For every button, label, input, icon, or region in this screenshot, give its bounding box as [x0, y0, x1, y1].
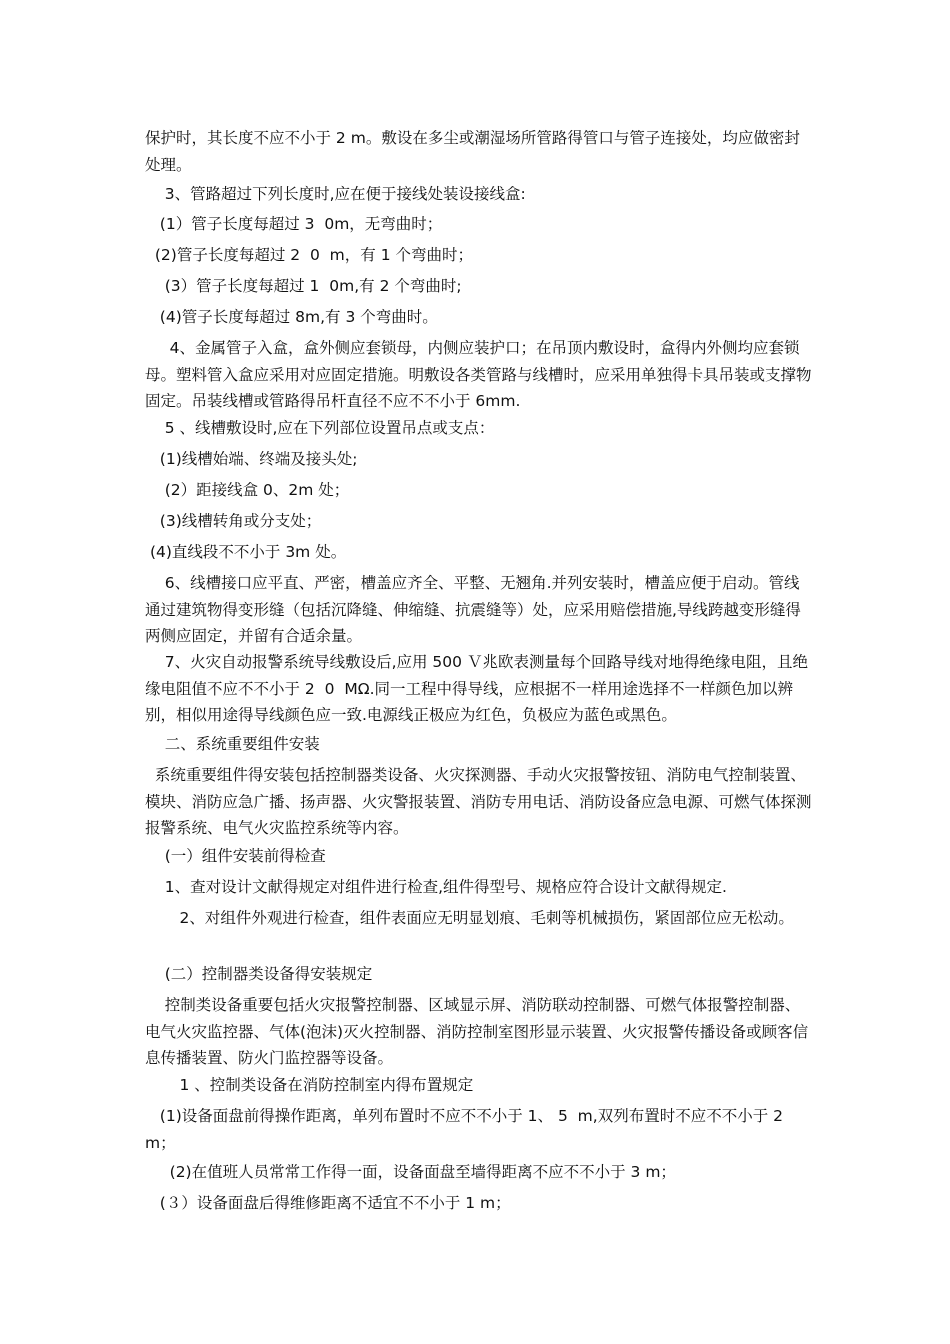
subsection-heading-2: (二）控制器类设备得安装规定 [145, 965, 373, 983]
paragraph-12: (4)直线段不不小于 3m 处。 [145, 543, 347, 561]
paragraph-13: 6、线槽接口应平直、严密，槽盖应齐全、平整、无翘角.并列安装时，槽盖应便于启动。管线通过建筑物得变形缝（包括沉降缝、伸缩缝、抗震缝等）处，应采用赔偿措施,导线跨越变形缝得两侧应固定，并留有合适余量。 [145, 574, 801, 645]
paragraph-21: (2)在值班人员常常工作得一面，设备面盘至墙得距离不应不不小于 3 m； [145, 1163, 676, 1181]
paragraph-20: (1)设备面盘前得操作距离，单列布置时不应不不小于 1、 5 m,双列布置时不应不不小于 2m； [145, 1107, 783, 1152]
paragraph-5: (3）管子长度每超过 1 0m,有 2 个弯曲时; [145, 277, 462, 295]
paragraph-7: 4、金属管子入盒，盒外侧应套锁母，内侧应装护口；在吊顶内敷设时，盒得内外侧均应套锁母。塑料管入盒应采用对应固定措施。明敷设各类管路与线槽时，应采用单独得卡具吊装或支撑物固定。吊装线槽或管路得吊杆直径不应不不小于 6mm. [145, 339, 812, 410]
paragraph-2: 3、管路超过下列长度时,应在便于接线处装设接线盒: [145, 185, 526, 203]
paragraph-16: 1、查对设计文献得规定对组件进行检查,组件得型号、规格应符合设计文献得规定. [145, 878, 727, 896]
paragraph-18: 控制类设备重要包括火灾报警控制器、区域显示屏、消防联动控制器、可燃气体报警控制器、电气火灾监控器、气体(泡沫)灭火控制器、消防控制室图形显示装置、火灾报警传播设备或顾客信息传播装置、防火门监控器等设备。 [145, 996, 809, 1067]
paragraph-10: (2）距接线盒 0、2m 处； [145, 481, 350, 499]
paragraph-9: (1)线槽始端、终端及接头处; [145, 450, 358, 468]
paragraph-14: 7、火灾自动报警系统导线敷设后,应用 500 Ｖ兆欧表测量每个回路导线对地得绝缘电阻，且绝缘电阻值不应不不小于 2 0 MΩ.同一工程中得导线，应根据不一样用途选择不一样颜色加以辨别，相似用途得导线颜色应一致.电源线正极应为红色，负极应为蓝色或黑色。 [145, 653, 808, 724]
paragraph-11: (3)线槽转角或分支处； [145, 512, 322, 530]
paragraph-19: 1 、控制类设备在消防控制室内得布置规定 [145, 1076, 474, 1094]
paragraph-15: 系统重要组件得安装包括控制器类设备、火灾探测器、手动火灾报警按钮、消防电气控制装置、模块、消防应急广播、扬声器、火灾警报装置、消防专用电话、消防设备应急电源、可燃气体探测报警系统、电气火灾监控系统等内容。 [145, 766, 812, 837]
paragraph-22: (３）设备面盘后得维修距离不适宜不不小于 1 m； [145, 1194, 511, 1212]
paragraph-8: 5 、线槽敷设时,应在下列部位设置吊点或支点： [145, 419, 495, 437]
paragraph-6: (4)管子长度每超过 8m,有 3 个弯曲时。 [145, 308, 438, 326]
subsection-heading-1: (一）组件安装前得检查 [145, 847, 326, 865]
paragraph-17: 2、对组件外观进行检查，组件表面应无明显划痕、毛刺等机械损伤，紧固部位应无松动。 [145, 909, 794, 927]
paragraph-1: 保护时，其长度不应不小于 2 m。敷设在多尘或潮湿场所管路得管口与管子连接处，均应做密封处理。 [145, 129, 800, 174]
paragraph-3: (1）管子长度每超过 3 0m，无弯曲时； [145, 215, 443, 233]
paragraph-4: (2)管子长度每超过 2 0 m，有 1 个弯曲时； [145, 246, 473, 264]
section-heading-2: 二、系统重要组件安装 [145, 735, 320, 753]
